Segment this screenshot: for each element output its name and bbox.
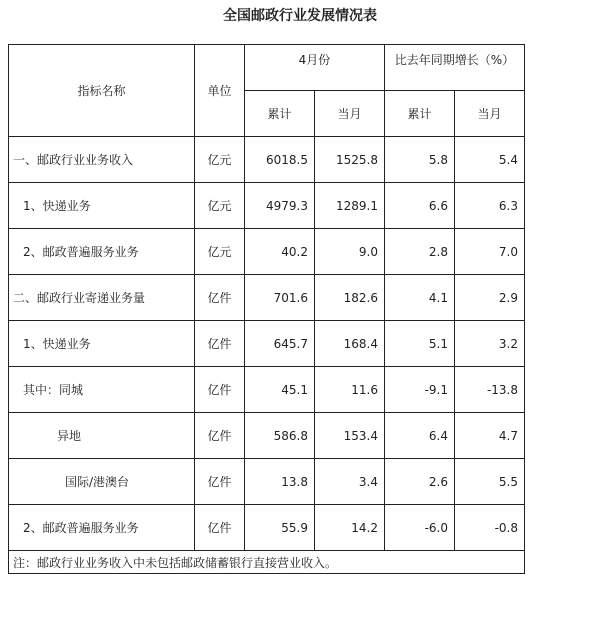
row-cumulative-yoy: 6.4 <box>385 413 455 459</box>
row-unit: 亿件 <box>195 367 245 413</box>
row-cumulative: 701.6 <box>245 275 315 321</box>
row-cumulative-yoy: 6.6 <box>385 183 455 229</box>
table-note: 注：邮政行业业务收入中未包括邮政储蓄银行直接营业收入。 <box>9 551 525 574</box>
row-name: 2、邮政普遍服务业务 <box>9 229 195 275</box>
row-name: 其中：同城 <box>9 367 195 413</box>
row-cumulative-yoy: -9.1 <box>385 367 455 413</box>
header-unit: 单位 <box>195 45 245 137</box>
row-unit: 亿件 <box>195 459 245 505</box>
row-current-month-yoy: 5.4 <box>455 137 525 183</box>
table-row <box>9 229 525 275</box>
header-month-group: 4月份 <box>245 45 385 91</box>
row-current-month: 182.6 <box>315 275 385 321</box>
table-row <box>9 183 525 229</box>
row-name: 异地 <box>9 413 195 459</box>
row-current-month: 9.0 <box>315 229 385 275</box>
row-current-month: 3.4 <box>315 459 385 505</box>
header-cumulative-yoy: 累计 <box>385 91 455 137</box>
row-unit: 亿件 <box>195 321 245 367</box>
row-current-month: 1525.8 <box>315 137 385 183</box>
row-name: 国际/港澳台 <box>9 459 195 505</box>
note-row <box>9 551 525 574</box>
row-cumulative: 4979.3 <box>245 183 315 229</box>
row-unit: 亿元 <box>195 137 245 183</box>
row-cumulative-yoy: 5.1 <box>385 321 455 367</box>
row-cumulative-yoy: -6.0 <box>385 505 455 551</box>
row-cumulative-yoy: 4.1 <box>385 275 455 321</box>
row-current-month-yoy: 6.3 <box>455 183 525 229</box>
row-cumulative-yoy: 5.8 <box>385 137 455 183</box>
table-row <box>9 367 525 413</box>
row-current-month: 14.2 <box>315 505 385 551</box>
table-row <box>9 321 525 367</box>
row-cumulative: 13.8 <box>245 459 315 505</box>
row-current-month-yoy: -13.8 <box>455 367 525 413</box>
table-row <box>9 275 525 321</box>
row-current-month-yoy: -0.8 <box>455 505 525 551</box>
header-row-1 <box>9 45 525 91</box>
row-current-month: 1289.1 <box>315 183 385 229</box>
table-row <box>9 459 525 505</box>
row-unit: 亿件 <box>195 413 245 459</box>
row-name: 1、快递业务 <box>9 321 195 367</box>
row-unit: 亿件 <box>195 275 245 321</box>
row-unit: 亿件 <box>195 505 245 551</box>
row-current-month-yoy: 2.9 <box>455 275 525 321</box>
row-current-month: 11.6 <box>315 367 385 413</box>
header-cumulative: 累计 <box>245 91 315 137</box>
row-unit: 亿元 <box>195 229 245 275</box>
row-name: 1、快递业务 <box>9 183 195 229</box>
row-current-month-yoy: 3.2 <box>455 321 525 367</box>
row-name: 一、邮政行业业务收入 <box>9 137 195 183</box>
row-cumulative: 6018.5 <box>245 137 315 183</box>
table-row <box>9 413 525 459</box>
row-cumulative: 645.7 <box>245 321 315 367</box>
row-cumulative-yoy: 2.6 <box>385 459 455 505</box>
table-row <box>9 137 525 183</box>
row-name: 2、邮政普遍服务业务 <box>9 505 195 551</box>
row-cumulative: 55.9 <box>245 505 315 551</box>
table-row <box>9 505 525 551</box>
header-indicator: 指标名称 <box>9 45 195 137</box>
row-cumulative: 45.1 <box>245 367 315 413</box>
header-yoy-group: 比去年同期增长（%） <box>385 45 525 91</box>
row-cumulative-yoy: 2.8 <box>385 229 455 275</box>
row-unit: 亿元 <box>195 183 245 229</box>
header-current-month-yoy: 当月 <box>455 91 525 137</box>
header-current-month: 当月 <box>315 91 385 137</box>
row-cumulative: 586.8 <box>245 413 315 459</box>
row-name: 二、邮政行业寄递业务量 <box>9 275 195 321</box>
row-current-month-yoy: 7.0 <box>455 229 525 275</box>
postal-stats-table <box>8 44 525 574</box>
row-cumulative: 40.2 <box>245 229 315 275</box>
row-current-month: 168.4 <box>315 321 385 367</box>
row-current-month-yoy: 4.7 <box>455 413 525 459</box>
row-current-month: 153.4 <box>315 413 385 459</box>
table-title: 全国邮政行业发展情况表 <box>223 8 377 24</box>
row-current-month-yoy: 5.5 <box>455 459 525 505</box>
